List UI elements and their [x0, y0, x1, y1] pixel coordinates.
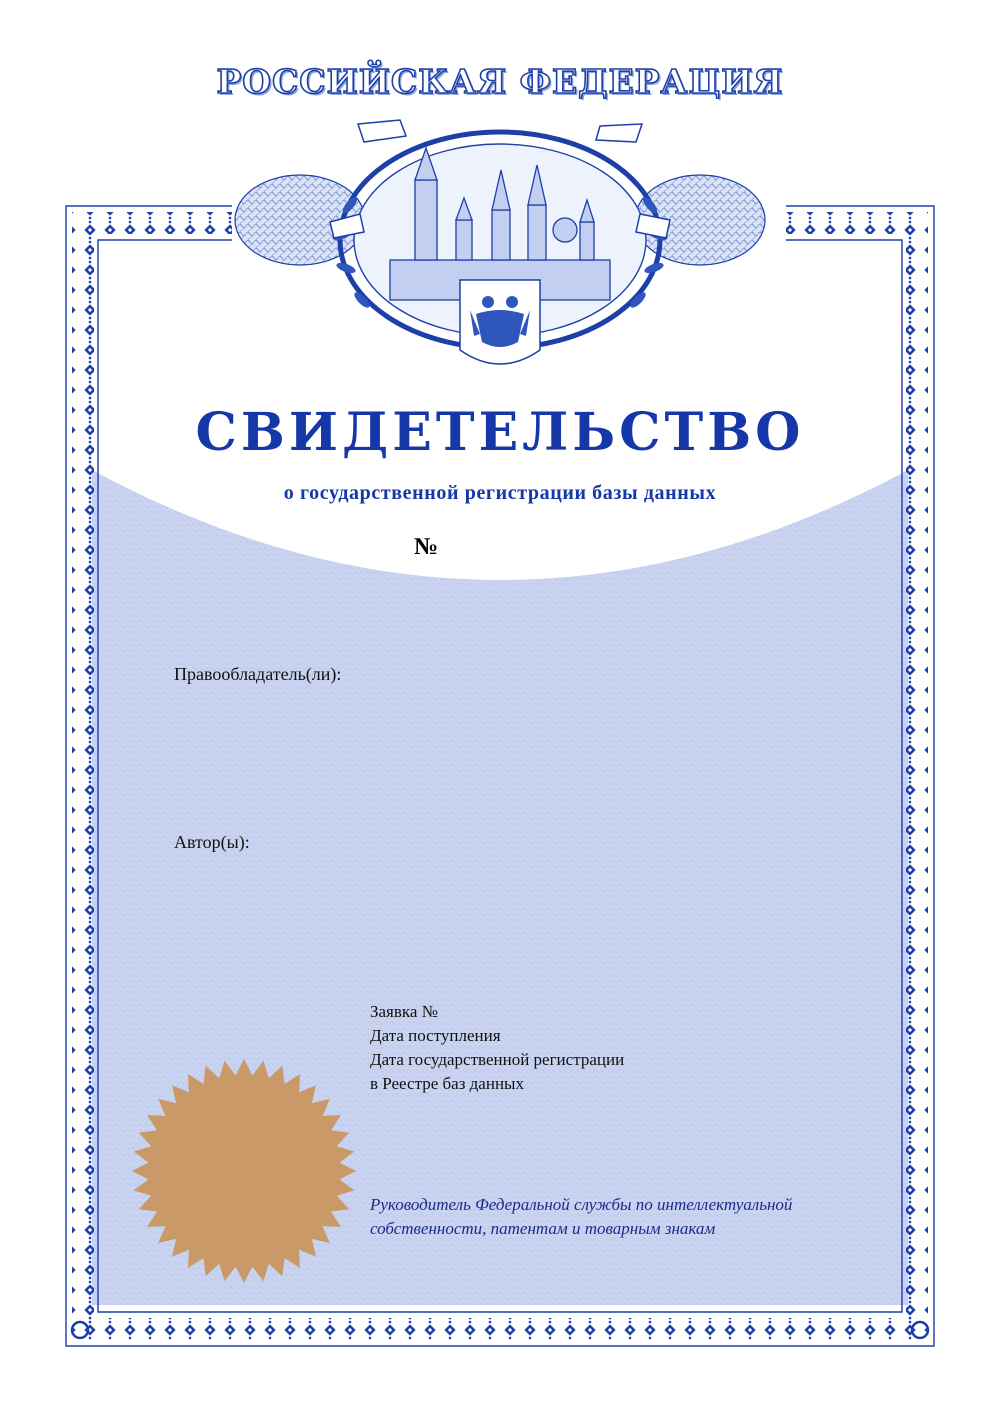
registry-line: в Реестре баз данных [370, 1074, 524, 1093]
certificate-title: СВИДЕТЕЛЬСТВО [195, 402, 805, 463]
signatory-block [370, 1193, 792, 1241]
application-details [370, 1000, 624, 1096]
gold-seal-icon [124, 1051, 364, 1291]
filing-date-line: Дата поступления [370, 1026, 501, 1045]
application-number-line: Заявка № [370, 1002, 438, 1021]
registration-date-line: Дата государственной регистрации [370, 1050, 625, 1069]
certificate-subtitle: о государственной регистрации базы данных [283, 482, 717, 504]
author-label: Автор(ы): [174, 832, 250, 852]
rightholder-label: Правообладатель(ли): [174, 664, 342, 684]
certificate-number-label: № [414, 534, 439, 560]
country-heading: РОССИЙСКАЯ ФЕДЕРАЦИЯ [216, 62, 784, 101]
signatory-line-2: собственности, патентам и товарным знакам [370, 1219, 716, 1238]
kremlin-emblem-icon [230, 110, 770, 390]
signatory-line-1: Руководитель Федеральной службы по интеллектуальной [370, 1195, 793, 1214]
